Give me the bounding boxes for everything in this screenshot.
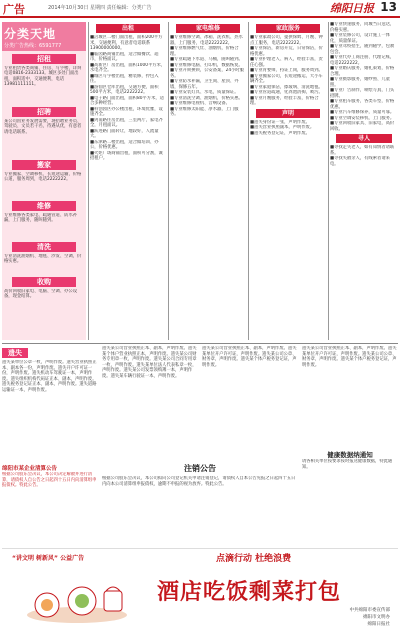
cancellation-text: 根据公司股东会决议，本公司拟向公司登记机关申请注销登记，请债权人自本公告见报之日起四十五日内向本公司清算组申报债权，逾期不申报的视为放弃。特此公告。 [102,476,296,487]
classified-entry: ■专业驾校招生，随到随学，包教包会。 [330,44,395,55]
column-header: 家电维修 [176,24,240,33]
column-lines [330,22,398,132]
classified-entry: ■城区写字楼出租，精装修，拎包入住。 [90,73,159,84]
newspaper-brand: 绵阳日报 [330,2,374,15]
cat-text: 专业清洗油烟机、地毯、沙发、空调，价格实惠。 [4,254,82,265]
column-divider [88,22,89,340]
column-header: 声明 [256,109,320,118]
classified-column-3 [250,22,326,340]
classified-entry: ■专业家庭保洁，擦玻璃、清洗地毯。 [250,84,323,90]
ad-slogan-2: 点滴行动 杜绝浪费 [216,554,292,564]
classified-entry: ■专业快递服务，同城当日送达，价格实惠。 [330,22,395,33]
page-number: 13 [380,0,397,14]
classified-entry: ■高新区厂房出租，面积1000平方米，水电齐全。 [90,62,166,73]
classified-entry: ■专业疏通下水道、马桶，随叫随到。 [170,57,243,62]
cat-text: 专业搬家、空调移机、长短途运输，价格公道，服务周到，电话2222222。 [4,172,82,183]
liquidation-text: 根据公司股东会决议，本公司决定解散并进行清算，请债权人自公告之日起四十五日内向清算组申报债权。特此公告。 [2,472,97,489]
classified-entry: ■专业月嫂服务，经验丰富，价格合理。 [250,95,319,106]
lost-notices: 遗失某单位公章一枚，声明作废。遗失营业执照正本、副本各一份，声明作废。遗失开户许可证一份，声明作废。遗失机动车驾驶证一本，声明作废。遗失组织机构代码证正本、副本，声明作废。遗失税务登记证正本、副本，声明作废。遗失道路运输证一本，声明作废。 [2,360,97,393]
classified-entry: ■专业婚庆服务，婚礼策划，价格合理。 [330,66,395,77]
classified-column-1 [90,22,166,340]
classified-entry: ■东津路二楼出租，适合做培训、办公，价格优惠。 [90,139,159,150]
page-header [0,0,400,18]
cat-text: 专业维修各类家电、疏通管道、防水补漏，上门服务，随叫随到。 [4,213,78,224]
ad-org-1: 中共绵阳市委宣传部 [349,608,390,613]
health-notice-title: 健康数据纳通知 [327,451,373,459]
column-lines [330,145,398,167]
classified-banner [2,22,86,51]
header-meta: 2014年10月30日 星期四 责任编辑：分类广告 [48,5,152,11]
classified-entry: ■专业管道疏通，化粪池清掏，吸污。 [250,90,323,95]
classified-entry: ■专业代办工商注册、代理记账，电话2222222。 [330,55,395,66]
classified-entry: ■寻找走失老人，如有知情者请联系。 [330,145,395,156]
classified-entry: ■专业维修电脑、打印机，数据恢复。 [170,62,243,68]
cat-label: 维修 [12,201,76,211]
classified-entry: ■专业维修太阳能、净水器，上门服务。 [170,106,239,117]
classified-column-2 [170,22,246,340]
classified-entry: ■临园路商铺出租，适合做餐饮、超市，价格面议。 [90,51,159,62]
cat-text: 高价回收旧家电、电脑、空调、办公设备，现金结算。 [4,289,78,300]
lost-notices-4: 遗失某公司营业执照正本、副本，声明作废。遗失某单位开户许可证，声明作废。遗失某公司公章、财务章，声明作废。遗失某个体户税务登记证，声明作废。 [302,346,397,368]
public-service-ad [2,548,398,633]
column-lines [250,120,326,137]
cat-label: 招租 [12,54,76,64]
cat-label: 收购 [12,277,76,287]
ad-slogan-1: “讲文明 树新风” 公益广告 [12,555,85,562]
classified-entry: ■寻找失散亲人，有线索者请来电。 [330,156,390,167]
ad-org-3: 绵阳日报社 [367,622,390,627]
classified-entry: ■专业汽车维修保养，质量可靠。 [330,110,395,115]
classified-entry: ■电子路门面出租，面积80平方米，适合多种经营。 [90,95,164,106]
liquidation-title: 绵阳市某企业清算公告 [2,466,58,472]
classified-entry: ■专业育婴师，持证上岗，服务周到。 [250,68,323,73]
classified-entry: ■专业清洗空调、油烟机，价格实惠。 [170,95,243,101]
column-lines [170,35,246,118]
classified-entry: ■剑南路住房出租，三室两厅，家电齐全，月租面议。 [90,117,163,128]
classified-title: 分类天地 [4,27,57,41]
ad-org-2: 绵阳市文明办 [363,615,390,620]
classified-phone: 分类广告热线：6591777 [4,43,62,49]
cancellation-notice [102,460,298,544]
section-label: 广告 [3,3,25,16]
column-divider [168,22,169,340]
classified-entry: ■专业护理老人、病人，经验丰富，责任心强。 [250,57,323,68]
classified-entry: ■专业回收旧家具、旧家电，高价回收。 [330,121,395,132]
classified-entry: ■专业维修空调、冰箱、洗衣机、热水器，上门服务，电话2222222。 [170,35,243,46]
dining-illustration [22,567,132,625]
column-divider [248,22,249,340]
classified-entry: ■跃进路门面转让，地段好，人流量大。 [90,128,159,139]
column-header: 家政服务 [256,24,320,33]
classified-entry: ■专业安装灯具、水电，质量保证。 [170,90,239,95]
column-divider [328,22,329,340]
classified-entry: ■专业维修电视机、音响设备。 [170,101,230,106]
section-rule [2,343,398,344]
classified-entry: ■专业空调安装移机，上门服务。 [330,115,395,121]
cat-label: 搬家 [12,160,76,170]
lower-left-block [2,346,98,536]
cancellation-title: 注销公告 [184,464,216,473]
classified-entry: ■专业装修公司，设计施工一体化，质量保证。 [330,33,390,44]
ad-main-slogan: 酒店吃饭剩菜打包 [157,580,342,605]
classified-entry: ■科创园区办公楼出租，环境优雅，设施齐全。 [90,106,163,117]
classified-left-column [2,22,86,340]
classified-entry: ■专业摄影服务，婚纱照、儿童照。 [330,77,390,88]
lost-notices-3: 遗失某公司营业执照正本、副本，声明作废。遗失某单位开户许可证，声明作废。遗失某公司公章、财务章，声明作废。遗失某个体户税务登记证，声明作废。 [202,346,297,368]
health-notice-text: 请各相关单位按要求按时报送健康数据，特此通知。 [302,459,393,470]
classified-entry: ■专业维修燃气灶、油烟机，价格合理。 [170,46,239,57]
cat-text: 某公司因业务发展需要，现招聘业务员、驾驶员、文员若干名，待遇从优，有意者请电话联系。 [4,119,82,135]
classified-entry: ■火炬广场商铺出租，面积可分割，诚招租户。 [90,150,163,161]
column-header: 出租 [96,24,160,33]
cat-label: 清洗 [12,242,76,252]
column-lines [250,35,326,107]
lost-notices-2: 遗失某公司营业执照正本、副本，声明作废。遗失某个体户营业执照正本，声明作废。遗失某公司财务专用章一枚，声明作废。遗失某公司合同专用章一枚，声明作废。遗失某单位法人代表私章一枚，声明作废。遗失某公司发票领购簿一本，声明作废。遗失某车辆行驶证一本，声明作废。 [102,346,197,379]
classified-entry: ■游仙区仓库出租，交通方便，面积500平方米，电话2222222。 [90,84,159,95]
column-header: 寻人 [336,134,392,143]
classified-entry: ■遗失税务登记证，声明作废。 [250,130,310,136]
lower-right-block [302,346,398,536]
classified-entry: ■专业租车服务，各类车型，价格优惠。 [330,99,395,110]
classified-entry: ■涪城区二楼门面出租，面积200平方米，交通便利，有意者电话联系13900000000。 [90,35,163,51]
classified-entry: ■专业保洁，新房开荒、日常保洁，价格优惠。 [250,46,323,57]
classified-entry: ■专业家政公司，提供保姆、月嫂、钟点工服务，电话2222222。 [250,35,323,46]
cat-text: 专业租赁各类商铺、住房、写字楼，详询电话0816-2333133。城区多处门面出租，面积适中，交通便利，电话13981111111。 [4,66,82,88]
cat-label: 招聘 [12,107,76,117]
classified-entry: ■专业防水补漏，卫生间、屋顶、外墙，保修五年。 [170,79,239,90]
column-lines [90,35,166,162]
classified-entry: ■遗失营业执照副本，声明作废。 [250,125,315,130]
classified-column-4 [330,22,398,340]
classified-entry: ■专业广告制作，喷绘写真，门头招牌。 [330,88,395,99]
classified-entry: ■专业搬家公司，长短途搬运，大小车辆齐全。 [250,73,323,84]
classified-entry: ■专业开锁换锁，公安备案，24小时服务。 [170,68,244,79]
lost-label: 遗失 [2,348,28,358]
classified-entry: ■遗失身份证一张，声明作废。 [250,119,310,125]
